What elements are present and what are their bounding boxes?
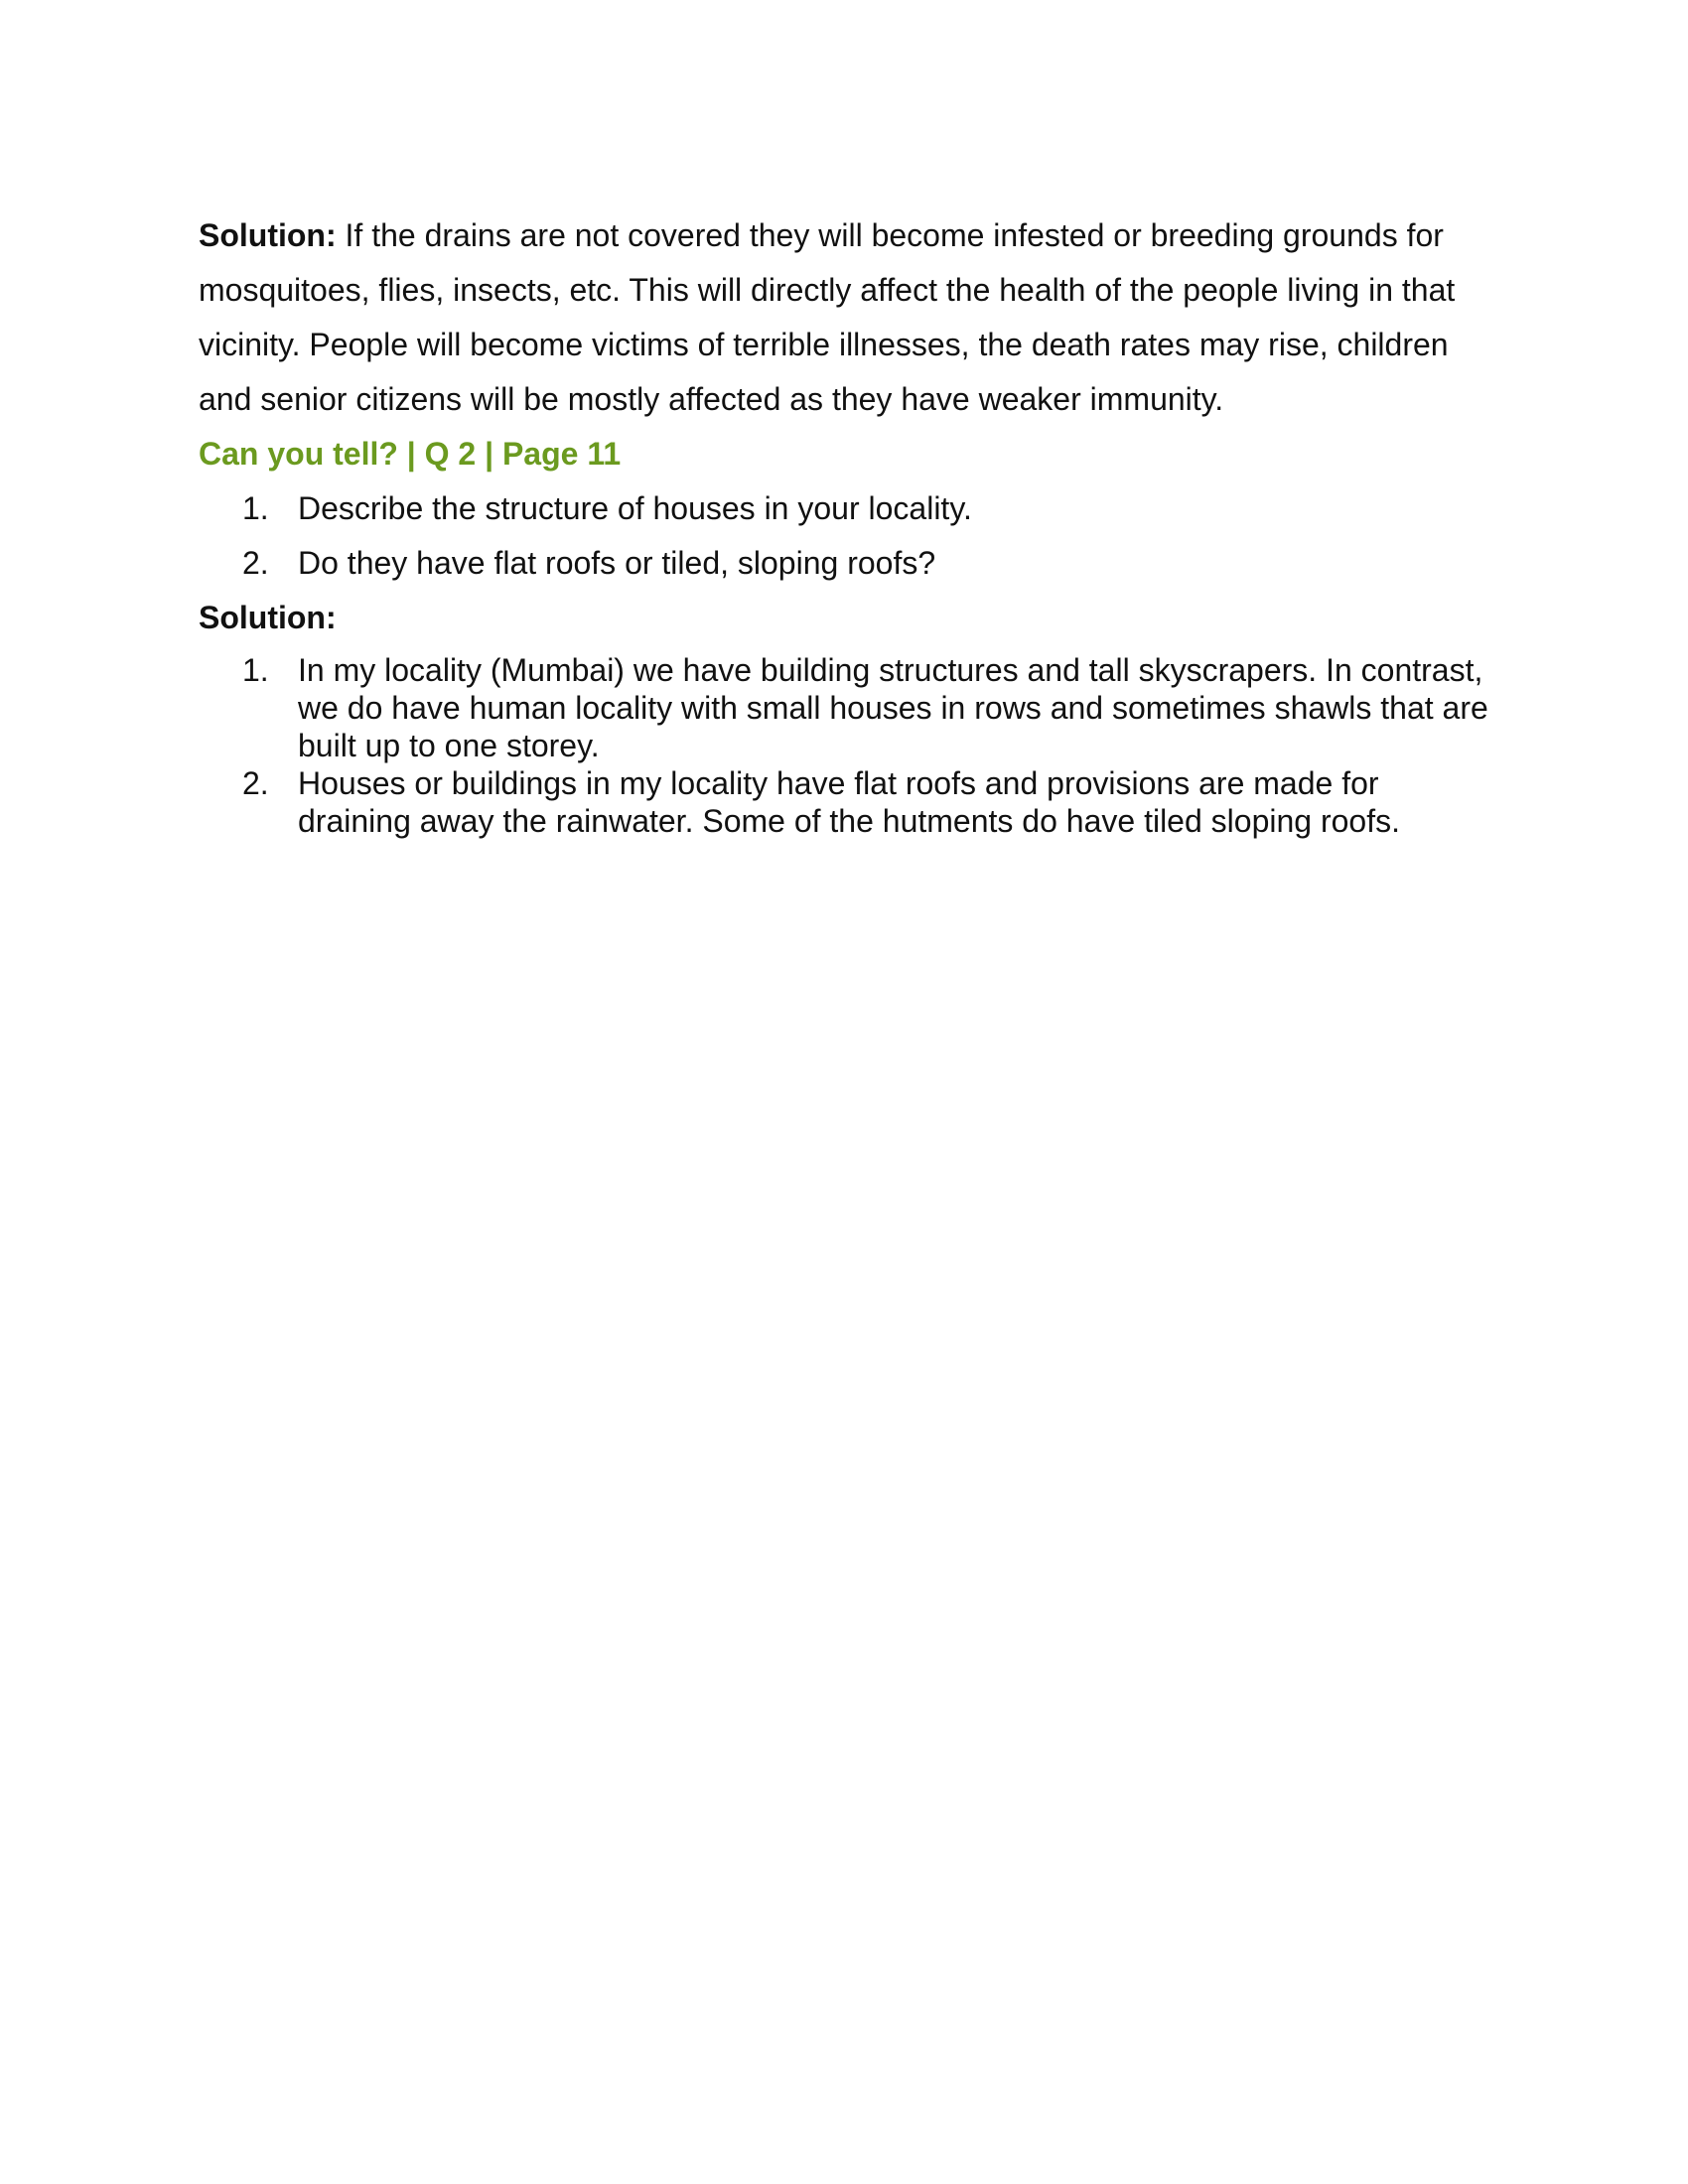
answer-number-wrap [199,651,298,764]
question-number-wrap [199,481,298,536]
question-number: 2. [242,545,269,581]
answer-number: 2. [242,765,269,801]
intro-solution-text: If the drains are not covered they will become infested or breeding grounds for mosquitoes, flies, insects, etc. This will directly affect the health of the people living in that vicinity. People will become victims of terrible illnesses, the death rates may rise, children and senior citizens will be mostly affected as they have weaker immunity. [199,217,1456,417]
question-number: 1. [242,490,269,526]
answer-item [199,764,1489,840]
intro-solution-paragraph [199,208,1489,427]
question-text: Do they have flat roofs or tiled, sloping roofs? [298,545,936,581]
answer-number-wrap [199,764,298,840]
page-content [199,208,1489,840]
answer-text: Houses or buildings in my locality have flat roofs and provisions are made for draining away the rainwater. Some of the hutments do have tiled sloping roofs. [298,765,1400,839]
answer-item [199,651,1489,764]
question-number-wrap [199,536,298,591]
section-heading: Can you tell? | Q 2 | Page 11 [199,436,622,472]
intro-solution-label: Solution: [199,217,337,253]
section-solution-label: Solution: [199,600,337,635]
question-item [199,481,1489,536]
question-list [199,481,1489,591]
answer-text: In my locality (Mumbai) we have building structures and tall skyscrapers. In contrast, we do have human locality with small houses in rows and sometimes shawls that are built up to one storey. [298,652,1488,763]
question-text: Describe the structure of houses in your locality. [298,490,972,526]
answer-list [199,651,1489,840]
question-item [199,536,1489,591]
answer-number: 1. [242,652,269,688]
